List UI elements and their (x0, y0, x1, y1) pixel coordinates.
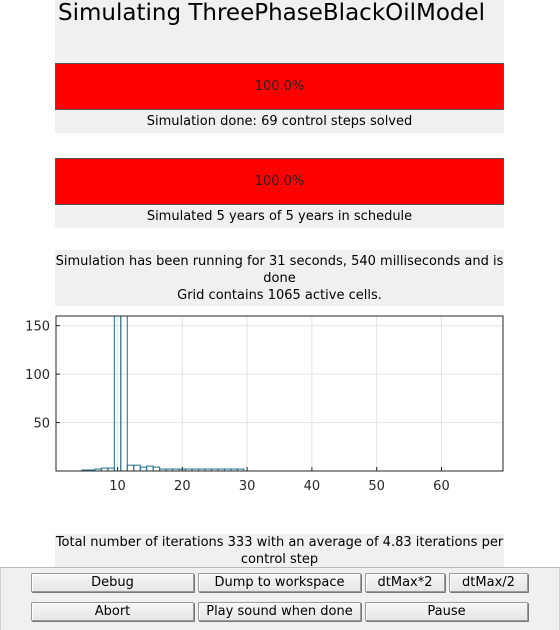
grid-info-line: Grid contains 1065 active cells. (177, 287, 382, 303)
x-tick-label: 50 (368, 479, 385, 494)
dtmax-half-button[interactable]: dtMax/2 (449, 573, 528, 592)
dump-to-workspace-button[interactable]: Dump to workspace (198, 573, 361, 592)
simulation-progress-caption: Simulation done: 69 control steps solved (146, 114, 413, 129)
schedule-progress-caption-panel (55, 205, 504, 228)
x-tick-label: 60 (433, 479, 450, 494)
simulation-progress-label: 100.0% (254, 79, 305, 94)
y-tick-label: 50 (33, 416, 50, 432)
title-panel (55, 0, 504, 63)
abort-button[interactable]: Abort (31, 602, 194, 621)
simulation-progress-caption-panel (55, 110, 504, 133)
button-panel (0, 567, 560, 630)
iterations-chart (0, 310, 560, 495)
schedule-progress-caption: Simulated 5 years of 5 years in schedule (146, 209, 413, 224)
dtmax-double-button[interactable]: dtMax*2 (365, 573, 445, 592)
schedule-progress-bar (55, 158, 504, 205)
runtime-info-panel (55, 250, 504, 306)
total-iterations-panel (55, 534, 504, 567)
play-sound-button[interactable]: Play sound when done (198, 602, 361, 621)
x-tick-label: 20 (174, 479, 191, 494)
x-tick-label: 30 (238, 479, 256, 494)
schedule-progress-label: 100.0% (254, 174, 305, 189)
total-iterations-line2: control step (240, 551, 319, 567)
y-tick-label: 150 (25, 319, 50, 335)
runtime-info-line1: Simulation has been running for 31 seconds, 540 milliseconds and is (55, 253, 504, 269)
simulation-progress-bar (55, 63, 504, 110)
x-tick-label: 40 (303, 479, 321, 494)
pause-button[interactable]: Pause (365, 602, 528, 621)
y-tick-label: 100 (25, 368, 50, 384)
x-tick-label: 10 (109, 479, 126, 494)
window-title: Simulating ThreePhaseBlackOilModel (58, 0, 486, 26)
runtime-info-line2: done (263, 270, 296, 286)
total-iterations-line1: Total number of iterations 333 with an average of 4.83 iterations per (55, 534, 504, 550)
plot-area (56, 316, 503, 471)
debug-button[interactable]: Debug (31, 573, 194, 592)
